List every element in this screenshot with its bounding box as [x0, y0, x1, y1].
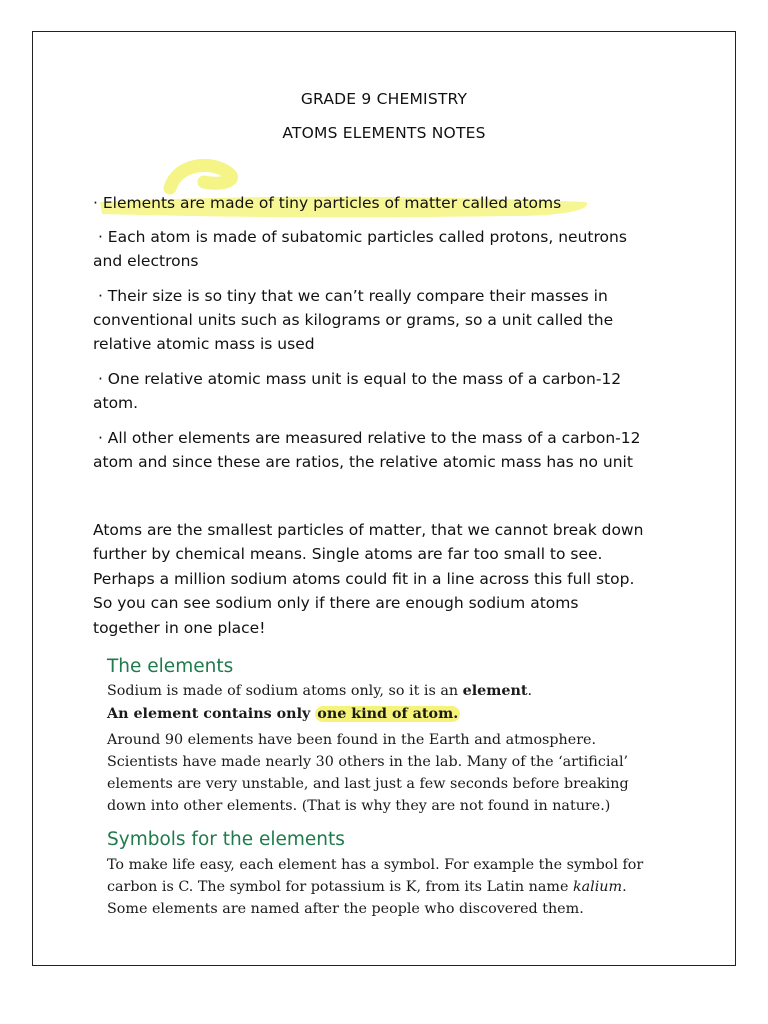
textbook-heading-elements: The elements [107, 656, 234, 677]
textbook-elements-line-6: down into other elements. (That is why they are not found in nature.) [107, 798, 611, 814]
paragraph-line-3: Perhaps a million sodium atoms could fit in a line across this full stop. [93, 570, 635, 588]
note-bullet-3-line-1: · Their size is so tiny that we can’t really compare their masses in [93, 287, 608, 305]
note-bullet-5-line-1: · All other elements are measured relative to the mass of a carbon-12 [93, 429, 641, 447]
textbook-bold-term: element [462, 683, 528, 699]
note-bullet-1: · Elements are made of tiny particles of matter called atoms [93, 194, 562, 212]
paragraph-line-2: further by chemical means. Single atoms are far too small to see. [93, 545, 603, 563]
paragraph-line-5: together in one place! [93, 619, 266, 637]
document-subtitle: ATOMS ELEMENTS NOTES [282, 124, 486, 142]
note-bullet-3-line-3: relative atomic mass is used [93, 335, 315, 353]
textbook-elements-line-1 [107, 680, 667, 703]
textbook-text: . [527, 683, 533, 699]
textbook-elements-line-5: elements are very unstable, and last just a few seconds before breaking [107, 776, 629, 792]
textbook-text: Sodium is made of sodium atoms only, so it is an [107, 683, 463, 699]
note-bullet-2-line-2: and electrons [93, 252, 199, 270]
textbook-elements-line-2 [107, 703, 667, 726]
note-bullet-2-line-1: · Each atom is made of subatomic particles called protons, neutrons [93, 228, 627, 246]
textbook-text: carbon is C. The symbol for potassium is K, from its Latin name [107, 879, 573, 895]
textbook-elements-line-4: Scientists have made nearly 30 others in the lab. Many of the ‘artificial’ [107, 754, 629, 770]
note-bullet-4-line-1: · One relative atomic mass unit is equal to the mass of a carbon-12 [93, 370, 622, 388]
note-bullet-3-line-2: conventional units such as kilograms or grams, so a unit called the [93, 311, 614, 329]
textbook-symbols-line-2 [107, 876, 667, 899]
textbook-bold-statement: An element contains only [107, 706, 316, 722]
textbook-heading-symbols: Symbols for the elements [107, 829, 345, 850]
paragraph-line-1: Atoms are the smallest particles of matter, that we cannot break down [93, 521, 644, 539]
textbook-highlighted-term: one kind of atom. [317, 706, 459, 722]
textbook-symbols-line-1: To make life easy, each element has a symbol. For example the symbol for [107, 857, 644, 873]
textbook-symbols-line-3: Some elements are named after the people who discovered them. [107, 901, 584, 917]
paragraph-line-4: So you can see sodium only if there are enough sodium atoms [93, 594, 579, 612]
note-bullet-4-line-2: atom. [93, 394, 139, 412]
document-title: GRADE 9 CHEMISTRY [300, 90, 468, 108]
textbook-text: . [622, 879, 627, 895]
textbook-elements-line-3: Around 90 elements have been found in the Earth and atmosphere. [107, 732, 597, 748]
textbook-italic-term: kalium [572, 879, 623, 895]
note-bullet-5-line-2: atom and since these are ratios, the relative atomic mass has no unit [93, 453, 633, 471]
